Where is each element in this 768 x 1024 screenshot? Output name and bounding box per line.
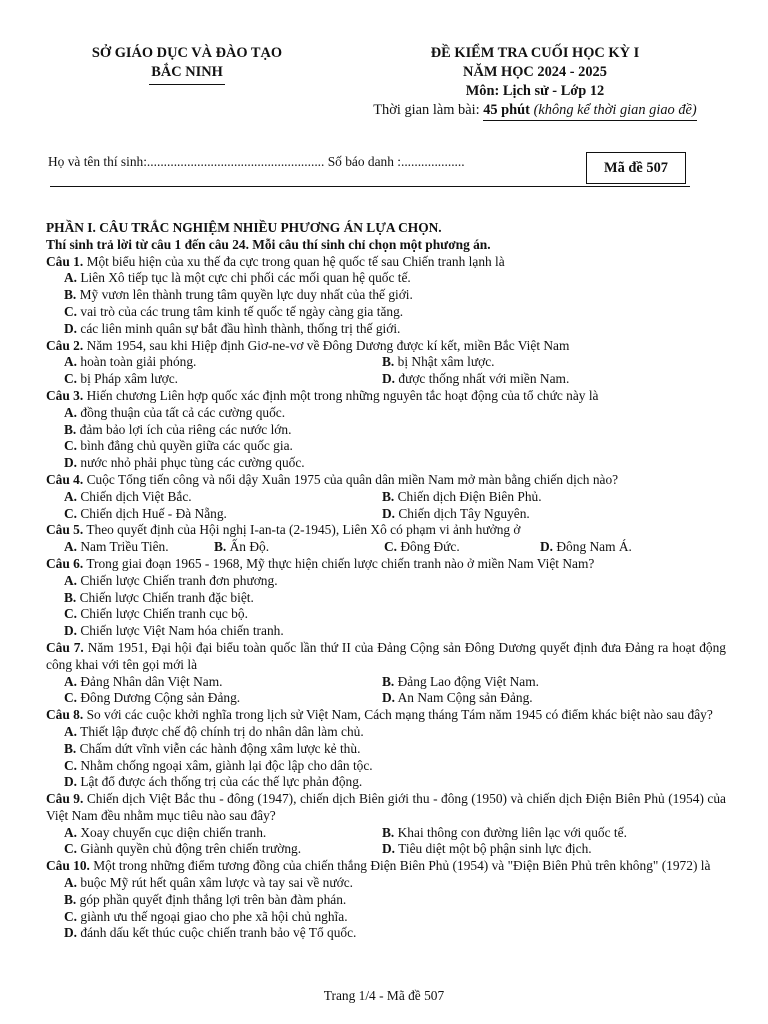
question bbox=[46, 472, 726, 522]
time-value: 45 phút bbox=[483, 102, 530, 118]
option: B. Chiến lược Chiến tranh đặc biệt. bbox=[64, 589, 254, 605]
question bbox=[46, 522, 726, 556]
option: D. Chiến dịch Tây Nguyên. bbox=[382, 505, 530, 521]
question-number: Câu 9. bbox=[46, 791, 84, 807]
option: B. đảm bảo lợi ích của riêng các nước lớn. bbox=[64, 421, 292, 437]
department-name: SỞ GIÁO DỤC VÀ ĐÀO TẠO bbox=[91, 45, 283, 61]
option: D. An Nam Cộng sản Đảng. bbox=[382, 690, 533, 706]
option: D. Chiến lược Việt Nam hóa chiến tranh. bbox=[64, 623, 284, 639]
time-limit: Thời gian làm bài: 45 phút (không kể thời gian giao đề) bbox=[330, 101, 740, 120]
option: A. Nam Triều Tiên. bbox=[64, 539, 169, 555]
option: C. Đông Đức. bbox=[384, 539, 460, 555]
question-text: Theo quyết định của Hội nghị I-an-ta (2-1945), Liên Xô có phạm vi ảnh hưởng ở bbox=[83, 522, 521, 538]
question bbox=[46, 338, 726, 388]
option: B. Khai thông con đường liên lạc với quốc tế. bbox=[382, 824, 627, 840]
option: C. Đông Dương Cộng sản Đảng. bbox=[64, 690, 241, 706]
question bbox=[46, 791, 726, 858]
option: D. Lật đổ được ách thống trị của các thế lực phản động. bbox=[64, 774, 363, 790]
question-text: Một biểu hiện của xu thế đa cực trong quan hệ quốc tế sau Chiến tranh lạnh là bbox=[83, 253, 505, 269]
option: D. các liên minh quân sự bắt đầu hình thành, thống trị thế giới. bbox=[64, 320, 401, 336]
option: C. vai trò của các trung tâm kinh tế quốc tế ngày càng gia tăng. bbox=[64, 303, 404, 319]
header-divider bbox=[50, 186, 690, 187]
option: D. Đông Nam Á. bbox=[540, 539, 632, 555]
section-instruction: Thí sinh trả lời từ câu 1 đến câu 24. Mỗi câu thí sinh chỉ chọn một phương án. bbox=[46, 236, 491, 252]
question-text: Trong giai đoạn 1965 - 1968, Mỹ thực hiện chiến lược chiến tranh nào ở miền Nam Việt Nam? bbox=[83, 555, 595, 571]
subject: Môn: Lịch sử - Lớp 12 bbox=[465, 83, 605, 99]
option: C. bị Pháp xâm lược. bbox=[64, 371, 179, 387]
option: D. nước nhỏ phải phục tùng các cường quốc. bbox=[64, 455, 305, 471]
option: C. giành ưu thế ngoại giao cho phe xã hội chủ nghĩa. bbox=[64, 908, 348, 924]
option: B. Chiến dịch Điện Biên Phủ. bbox=[382, 488, 542, 504]
questions-section bbox=[46, 220, 726, 942]
option: B. Ấn Độ. bbox=[214, 539, 270, 555]
option: A. Đảng Nhân dân Việt Nam. bbox=[64, 673, 223, 689]
student-info-line: Họ và tên thí sinh:..................................................... Số báo danh :................... bbox=[48, 154, 465, 169]
question bbox=[46, 640, 726, 707]
time-note: (không kể thời gian giao đề) bbox=[529, 102, 697, 118]
option: A. Liên Xô tiếp tục là một cực chi phối các mối quan hệ quốc tế. bbox=[64, 270, 411, 286]
question bbox=[46, 707, 726, 791]
option: A. Xoay chuyển cục diện chiến tranh. bbox=[64, 824, 267, 840]
question-number: Câu 2. bbox=[46, 337, 84, 353]
question-number: Câu 6. bbox=[46, 555, 84, 571]
option: D. đánh dấu kết thúc cuộc chiến tranh bảo vệ Tổ quốc. bbox=[64, 925, 357, 941]
option: A. đồng thuận của tất cả các cường quốc. bbox=[64, 404, 286, 420]
option: D. được thống nhất với miền Nam. bbox=[382, 371, 570, 387]
question bbox=[46, 858, 726, 942]
question-number: Câu 8. bbox=[46, 707, 84, 723]
option: B. Đảng Lao động Việt Nam. bbox=[382, 673, 540, 689]
exam-code-box: Mã đề 507 bbox=[586, 152, 686, 184]
option: C. Giành quyền chủ động trên chiến trường. bbox=[64, 841, 302, 857]
question-number: Câu 1. bbox=[46, 253, 84, 269]
question-text: Cuộc Tổng tiến công và nổi dậy Xuân 1975 của quân dân miền Nam mở màn bằng chiến dịch nào? bbox=[83, 471, 619, 487]
school-year: NĂM HỌC 2024 - 2025 bbox=[463, 64, 607, 80]
option: C. Nhằm chống ngoại xâm, giành lại độc lập cho dân tộc. bbox=[64, 757, 373, 773]
page-footer: Trang 1/4 - Mã đề 507 bbox=[323, 988, 445, 1003]
question-number: Câu 10. bbox=[46, 858, 90, 874]
question-number: Câu 7. bbox=[46, 639, 84, 655]
option: C. bình đẳng chủ quyền giữa các quốc gia. bbox=[64, 438, 293, 454]
option: D. Tiêu diệt một bộ phận sinh lực địch. bbox=[382, 841, 592, 857]
question-number: Câu 3. bbox=[46, 387, 84, 403]
option: B. góp phần quyết định thắng lợi trên bàn đàm phán. bbox=[64, 891, 347, 907]
question-number: Câu 4. bbox=[46, 471, 84, 487]
exam-header bbox=[330, 44, 740, 120]
option: A. Chiến lược Chiến tranh đơn phương. bbox=[64, 572, 278, 588]
question-text: Năm 1951, Đại hội đại biểu toàn quốc lần thứ II của Đảng Cộng sản Đông Dương quyết định đưa Đảng ra hoạt động công khai với tên gọi mới là bbox=[46, 639, 726, 672]
question bbox=[46, 388, 726, 472]
province-name: BẮC NINH bbox=[149, 63, 225, 85]
option: A. hoàn toàn giải phóng. bbox=[64, 354, 197, 370]
option: C. Chiến dịch Huế - Đà Nẵng. bbox=[64, 505, 227, 521]
option: B. bị Nhật xâm lược. bbox=[382, 354, 495, 370]
question-text: Chiến dịch Việt Bắc thu - đông (1947), chiến dịch Biên giới thu - đông (1950) và chiến dịch Điện Biên Phủ (1954) của Việt Nam đều nhằm mục tiêu nào sau đây? bbox=[46, 791, 726, 823]
question-text: Năm 1954, sau khi Hiệp định Giơ-ne-vơ về Đông Dương được kí kết, miền Bắc Việt Nam bbox=[83, 337, 570, 353]
section-title: PHẦN I. CÂU TRẮC NGHIỆM NHIỀU PHƯƠNG ÁN LỰA CHỌN. bbox=[46, 220, 442, 235]
question-number: Câu 5. bbox=[46, 522, 84, 538]
option: A. Chiến dịch Việt Bắc. bbox=[64, 488, 192, 504]
option: B. Chấm dứt vĩnh viễn các hành động xâm lược kẻ thù. bbox=[64, 740, 361, 756]
question-text: Hiến chương Liên hợp quốc xác định một trong những nguyên tắc hoạt động của tổ chức này là bbox=[83, 387, 599, 403]
option: A. Thiết lập được chế độ chính trị do nhân dân làm chủ. bbox=[64, 723, 364, 739]
question-text: Một trong những điểm tương đồng của chiến thắng Điện Biên Phủ (1954) và "Điện Biên Phủ trên không" (1972) là bbox=[89, 858, 711, 874]
question bbox=[46, 254, 726, 338]
exam-title: ĐỀ KIỂM TRA CUỐI HỌC KỲ I bbox=[430, 45, 640, 61]
question bbox=[46, 556, 726, 640]
department-header bbox=[62, 44, 312, 85]
option: B. Mỹ vươn lên thành trung tâm quyền lực duy nhất của thế giới. bbox=[64, 287, 413, 303]
option: C. Chiến lược Chiến tranh cục bộ. bbox=[64, 606, 248, 622]
question-text: So với các cuộc khởi nghĩa trong lịch sử Việt Nam, Cách mạng tháng Tám năm 1945 có điểm khác biệt nào sau đây? bbox=[83, 707, 713, 723]
option: A. buộc Mỹ rút hết quân xâm lược và tay sai về nước. bbox=[64, 875, 353, 891]
